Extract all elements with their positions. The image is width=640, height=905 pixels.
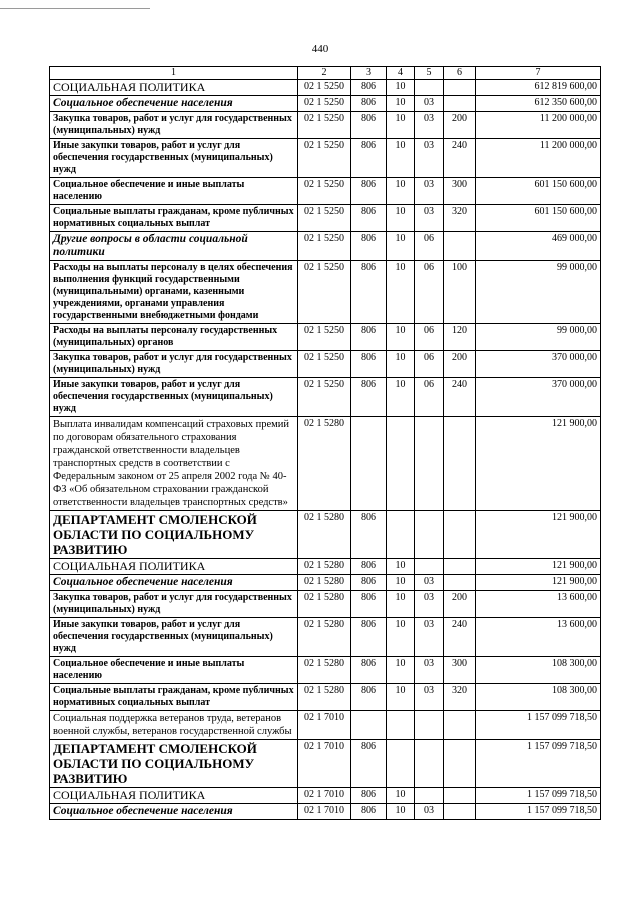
item-name: Иные закупки товаров, работ и услуг для обеспечения государственных (муниципальных) нужд — [50, 618, 298, 657]
expense-type-code: 320 — [444, 684, 476, 711]
table-row — [50, 575, 601, 591]
target-article-code: 02 1 5250 — [298, 378, 351, 417]
subsection-code: 03 — [415, 205, 444, 232]
subsection-code: 06 — [415, 324, 444, 351]
ministry-code: 806 — [351, 96, 387, 112]
expense-type-code — [444, 511, 476, 559]
col-header: 6 — [444, 67, 476, 80]
table-row — [50, 139, 601, 178]
section-code — [387, 511, 415, 559]
subsection-code: 03 — [415, 139, 444, 178]
table-row — [50, 591, 601, 618]
amount: 11 200 000,00 — [476, 139, 601, 178]
item-name: Закупка товаров, работ и услуг для государственных (муниципальных) нужд — [50, 112, 298, 139]
subsection-code: 03 — [415, 178, 444, 205]
ministry-code: 806 — [351, 205, 387, 232]
amount: 469 000,00 — [476, 232, 601, 261]
table-row — [50, 80, 601, 96]
table-row — [50, 657, 601, 684]
section-code: 10 — [387, 96, 415, 112]
target-article-code: 02 1 5280 — [298, 575, 351, 591]
amount: 108 300,00 — [476, 684, 601, 711]
amount: 1 157 099 718,50 — [476, 804, 601, 820]
section-code: 10 — [387, 261, 415, 324]
table-row — [50, 205, 601, 232]
expense-type-code — [444, 575, 476, 591]
col-header: 1 — [50, 67, 298, 80]
item-name: ДЕПАРТАМЕНТ СМОЛЕНСКОЙ ОБЛАСТИ ПО СОЦИАЛЬНОМУ РАЗВИТИЮ — [50, 740, 298, 788]
table-row — [50, 711, 601, 740]
amount: 1 157 099 718,50 — [476, 740, 601, 788]
ministry-code: 806 — [351, 178, 387, 205]
expense-type-code: 200 — [444, 351, 476, 378]
ministry-code: 806 — [351, 559, 387, 575]
ministry-code: 806 — [351, 618, 387, 657]
ministry-code: 806 — [351, 804, 387, 820]
item-name: Социальное обеспечение населения — [50, 575, 298, 591]
ministry-code: 806 — [351, 112, 387, 139]
expense-type-code: 100 — [444, 261, 476, 324]
item-name: Иные закупки товаров, работ и услуг для обеспечения государственных (муниципальных) нужд — [50, 378, 298, 417]
expense-type-code: 120 — [444, 324, 476, 351]
target-article-code: 02 1 7010 — [298, 740, 351, 788]
table-row — [50, 351, 601, 378]
ministry-code: 806 — [351, 80, 387, 96]
subsection-code: 06 — [415, 351, 444, 378]
table-row — [50, 804, 601, 820]
item-name: СОЦИАЛЬНАЯ ПОЛИТИКА — [50, 559, 298, 575]
scan-edge-line — [0, 8, 150, 9]
table-row — [50, 684, 601, 711]
amount: 99 000,00 — [476, 324, 601, 351]
amount: 370 000,00 — [476, 378, 601, 417]
target-article-code: 02 1 5250 — [298, 96, 351, 112]
table-body — [50, 80, 601, 820]
item-name: Расходы на выплаты персоналу в целях обеспечения выполнения функций государственными (муниципальными) органами, казенными учреждениями, органами управления государственными внебюджетными фондами — [50, 261, 298, 324]
expense-type-code — [444, 788, 476, 804]
target-article-code: 02 1 7010 — [298, 804, 351, 820]
item-name: Выплата инвалидам компенсаций страховых премий по договорам обязательного страхования гражданской ответственности владельцев транспортных средств в соответствии с Федеральным законом от 25 апреля 2002 года № 40-ФЗ «Об обязательном страховании гражданской ответственности владельцев транспортных средств» — [50, 417, 298, 511]
target-article-code: 02 1 5250 — [298, 324, 351, 351]
item-name: Социальное обеспечение населения — [50, 96, 298, 112]
amount: 1 157 099 718,50 — [476, 711, 601, 740]
item-name: Социальная поддержка ветеранов труда, ветеранов военной службы, ветеранов государственной службы — [50, 711, 298, 740]
target-article-code: 02 1 5250 — [298, 351, 351, 378]
subsection-code — [415, 511, 444, 559]
table-row — [50, 559, 601, 575]
subsection-code: 03 — [415, 112, 444, 139]
item-name: Иные закупки товаров, работ и услуг для обеспечения государственных (муниципальных) нужд — [50, 139, 298, 178]
section-code: 10 — [387, 232, 415, 261]
table-row — [50, 740, 601, 788]
ministry-code: 806 — [351, 324, 387, 351]
section-code: 10 — [387, 684, 415, 711]
target-article-code: 02 1 5250 — [298, 112, 351, 139]
target-article-code: 02 1 5280 — [298, 618, 351, 657]
target-article-code: 02 1 5280 — [298, 657, 351, 684]
col-header: 2 — [298, 67, 351, 80]
section-code: 10 — [387, 804, 415, 820]
ministry-code: 806 — [351, 378, 387, 417]
subsection-code — [415, 788, 444, 804]
expense-type-code: 240 — [444, 139, 476, 178]
amount: 108 300,00 — [476, 657, 601, 684]
amount: 121 900,00 — [476, 417, 601, 511]
expense-type-code — [444, 96, 476, 112]
table-row — [50, 324, 601, 351]
section-code: 10 — [387, 324, 415, 351]
subsection-code: 03 — [415, 591, 444, 618]
ministry-code — [351, 417, 387, 511]
column-number-row — [50, 67, 601, 80]
subsection-code: 03 — [415, 618, 444, 657]
ministry-code: 806 — [351, 657, 387, 684]
item-name: Социальные выплаты гражданам, кроме публичных нормативных социальных выплат — [50, 684, 298, 711]
col-header: 7 — [476, 67, 601, 80]
item-name: СОЦИАЛЬНАЯ ПОЛИТИКА — [50, 80, 298, 96]
section-code — [387, 711, 415, 740]
item-name: ДЕПАРТАМЕНТ СМОЛЕНСКОЙ ОБЛАСТИ ПО СОЦИАЛЬНОМУ РАЗВИТИЮ — [50, 511, 298, 559]
amount: 601 150 600,00 — [476, 178, 601, 205]
subsection-code — [415, 711, 444, 740]
amount: 370 000,00 — [476, 351, 601, 378]
section-code: 10 — [387, 591, 415, 618]
subsection-code: 03 — [415, 575, 444, 591]
subsection-code — [415, 80, 444, 96]
expense-type-code — [444, 711, 476, 740]
ministry-code — [351, 711, 387, 740]
table-row — [50, 261, 601, 324]
target-article-code: 02 1 5280 — [298, 684, 351, 711]
target-article-code: 02 1 7010 — [298, 711, 351, 740]
table-row — [50, 378, 601, 417]
amount: 13 600,00 — [476, 618, 601, 657]
section-code: 10 — [387, 205, 415, 232]
section-code — [387, 417, 415, 511]
expense-type-code: 240 — [444, 618, 476, 657]
col-header: 5 — [415, 67, 444, 80]
item-name: Социальное обеспечение населения — [50, 804, 298, 820]
ministry-code: 806 — [351, 261, 387, 324]
target-article-code: 02 1 5250 — [298, 205, 351, 232]
section-code: 10 — [387, 112, 415, 139]
expense-type-code: 320 — [444, 205, 476, 232]
expense-type-code — [444, 804, 476, 820]
expense-type-code — [444, 559, 476, 575]
section-code: 10 — [387, 139, 415, 178]
subsection-code: 06 — [415, 232, 444, 261]
item-name: Расходы на выплаты персоналу государственных (муниципальных) органов — [50, 324, 298, 351]
ministry-code: 806 — [351, 788, 387, 804]
item-name: Социальное обеспечение и иные выплаты населению — [50, 657, 298, 684]
expense-type-code — [444, 80, 476, 96]
target-article-code: 02 1 5250 — [298, 139, 351, 178]
section-code: 10 — [387, 657, 415, 684]
ministry-code: 806 — [351, 684, 387, 711]
expense-type-code — [444, 417, 476, 511]
expense-type-code: 240 — [444, 378, 476, 417]
subsection-code: 06 — [415, 378, 444, 417]
amount: 121 900,00 — [476, 559, 601, 575]
section-code: 10 — [387, 178, 415, 205]
ministry-code: 806 — [351, 232, 387, 261]
expense-type-code — [444, 740, 476, 788]
item-name: Закупка товаров, работ и услуг для государственных (муниципальных) нужд — [50, 591, 298, 618]
section-code: 10 — [387, 559, 415, 575]
subsection-code: 03 — [415, 684, 444, 711]
expense-type-code — [444, 232, 476, 261]
expense-type-code: 300 — [444, 657, 476, 684]
ministry-code: 806 — [351, 139, 387, 178]
subsection-code: 03 — [415, 657, 444, 684]
amount: 612 819 600,00 — [476, 80, 601, 96]
section-code: 10 — [387, 788, 415, 804]
item-name: СОЦИАЛЬНАЯ ПОЛИТИКА — [50, 788, 298, 804]
item-name: Закупка товаров, работ и услуг для государственных (муниципальных) нужд — [50, 351, 298, 378]
ministry-code: 806 — [351, 740, 387, 788]
table-row — [50, 112, 601, 139]
target-article-code: 02 1 5280 — [298, 511, 351, 559]
amount: 99 000,00 — [476, 261, 601, 324]
ministry-code: 806 — [351, 575, 387, 591]
table-row — [50, 511, 601, 559]
amount: 601 150 600,00 — [476, 205, 601, 232]
table-row — [50, 618, 601, 657]
target-article-code: 02 1 5250 — [298, 178, 351, 205]
amount: 1 157 099 718,50 — [476, 788, 601, 804]
target-article-code: 02 1 5280 — [298, 559, 351, 575]
col-header: 3 — [351, 67, 387, 80]
item-name: Социальное обеспечение и иные выплаты населению — [50, 178, 298, 205]
section-code: 10 — [387, 80, 415, 96]
expense-type-code: 300 — [444, 178, 476, 205]
table-row — [50, 96, 601, 112]
section-code: 10 — [387, 575, 415, 591]
section-code: 10 — [387, 351, 415, 378]
amount: 11 200 000,00 — [476, 112, 601, 139]
expense-type-code: 200 — [444, 112, 476, 139]
page-number: 440 — [311, 43, 329, 55]
section-code — [387, 740, 415, 788]
section-code: 10 — [387, 618, 415, 657]
subsection-code — [415, 559, 444, 575]
amount: 121 900,00 — [476, 575, 601, 591]
item-name: Другие вопросы в области социальной политики — [50, 232, 298, 261]
section-code: 10 — [387, 378, 415, 417]
target-article-code: 02 1 7010 — [298, 788, 351, 804]
target-article-code: 02 1 5250 — [298, 232, 351, 261]
subsection-code — [415, 417, 444, 511]
subsection-code: 03 — [415, 804, 444, 820]
target-article-code: 02 1 5250 — [298, 80, 351, 96]
subsection-code: 06 — [415, 261, 444, 324]
expense-type-code: 200 — [444, 591, 476, 618]
ministry-code: 806 — [351, 591, 387, 618]
table-row — [50, 232, 601, 261]
subsection-code: 03 — [415, 96, 444, 112]
table-row — [50, 417, 601, 511]
subsection-code — [415, 740, 444, 788]
table-row — [50, 178, 601, 205]
table-row — [50, 788, 601, 804]
budget-table — [49, 66, 601, 820]
amount: 13 600,00 — [476, 591, 601, 618]
item-name: Социальные выплаты гражданам, кроме публичных нормативных социальных выплат — [50, 205, 298, 232]
ministry-code: 806 — [351, 511, 387, 559]
col-header: 4 — [387, 67, 415, 80]
amount: 121 900,00 — [476, 511, 601, 559]
target-article-code: 02 1 5280 — [298, 417, 351, 511]
target-article-code: 02 1 5250 — [298, 261, 351, 324]
ministry-code: 806 — [351, 351, 387, 378]
amount: 612 350 600,00 — [476, 96, 601, 112]
target-article-code: 02 1 5280 — [298, 591, 351, 618]
